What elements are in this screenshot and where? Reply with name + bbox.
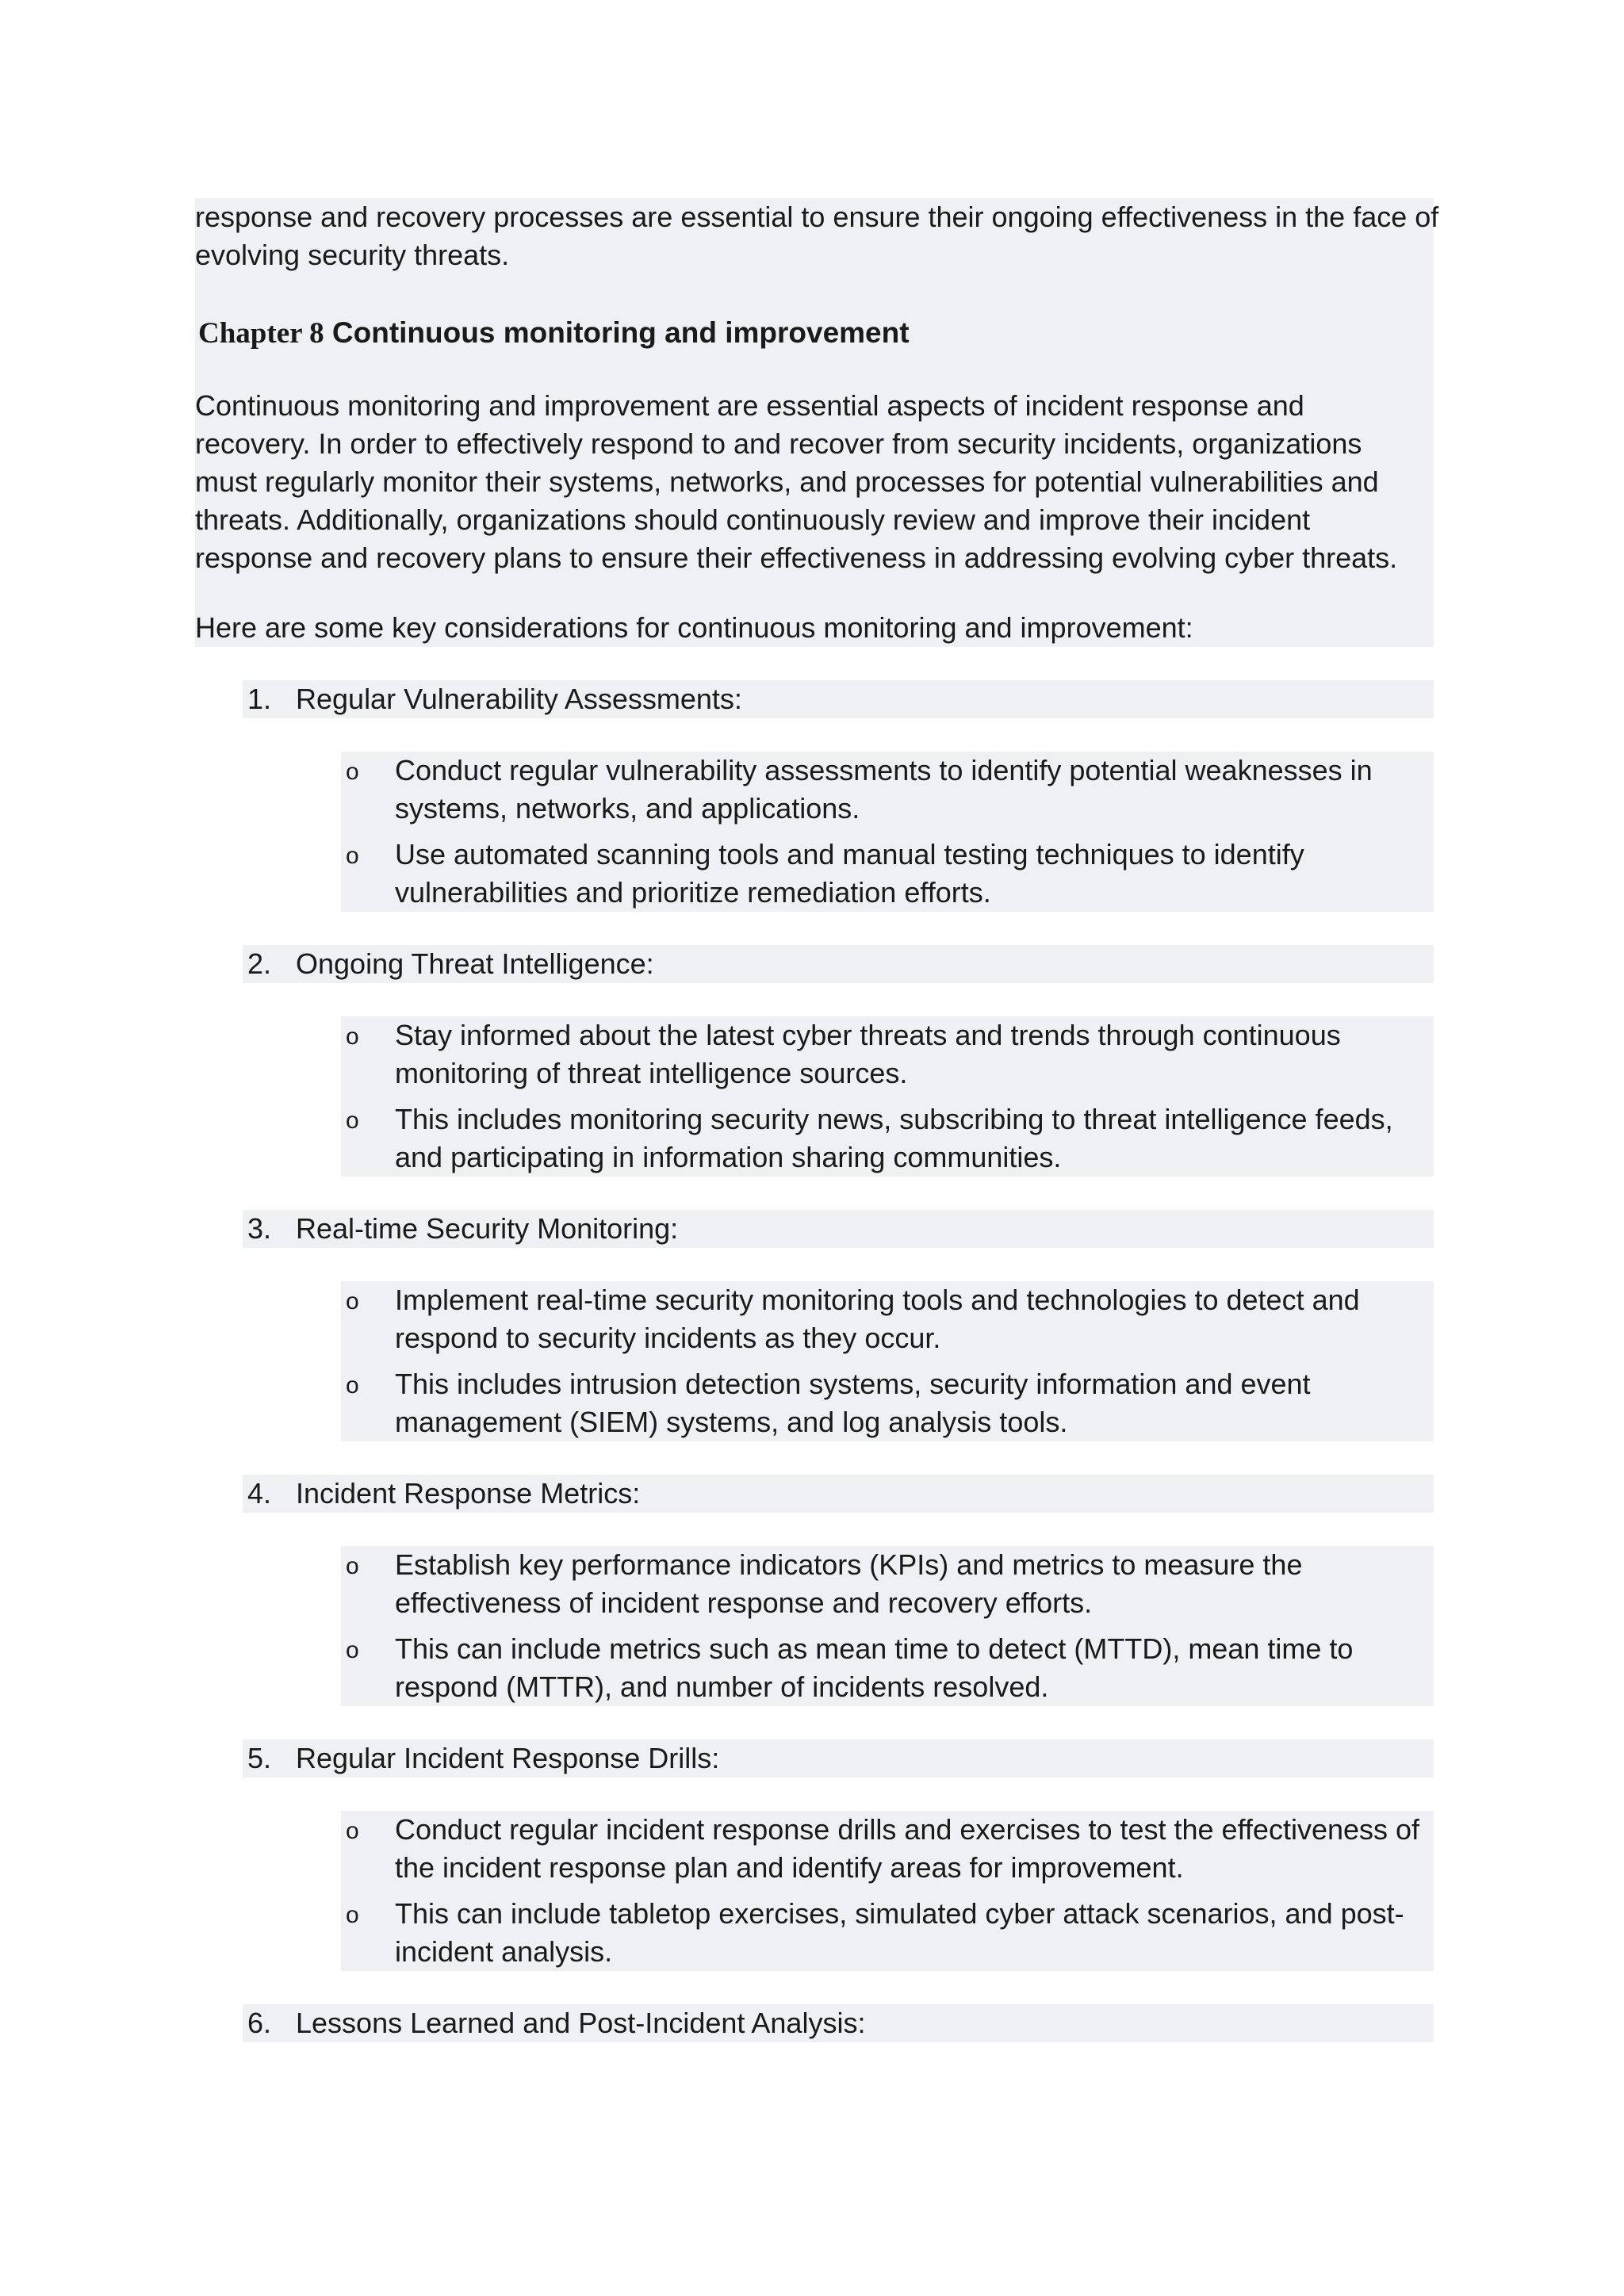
list-item-heading bbox=[243, 1210, 1434, 1248]
sub-list bbox=[341, 1546, 1434, 1706]
bullet-marker: o bbox=[346, 759, 359, 785]
paragraph-line: must regularly monitor their systems, networks, and processes for potential vulnerabilities and bbox=[195, 465, 1379, 498]
list-item-number: 5. bbox=[247, 1742, 272, 1774]
sub-list-item: o Implement real-time security monitoring tools and technologies to detect and respond to security incidents as they occur. bbox=[346, 1284, 1360, 1354]
list-item-heading bbox=[243, 2004, 1434, 2042]
sub-list-item: o Establish key performance indicators (KPIs) and metrics to measure the effectiveness of incident response and recovery efforts. bbox=[346, 1548, 1303, 1619]
paragraph-line: recovery. In order to effectively respond to and recover from security incidents, organizations bbox=[195, 427, 1362, 460]
body-paragraph bbox=[195, 387, 1434, 577]
sub-list bbox=[341, 1811, 1434, 1971]
list-item-heading bbox=[243, 1739, 1434, 1777]
sub-list-item: o Conduct regular vulnerability assessments to identify potential weaknesses in systems, networks, and applications. bbox=[346, 754, 1373, 825]
list-item-number: 6. bbox=[247, 2007, 272, 2039]
intro-line: evolving security threats. bbox=[195, 239, 510, 271]
sub-list-item: o Stay informed about the latest cyber threats and trends through continuous monitoring of threat intelligence sources. bbox=[346, 1019, 1341, 1089]
sub-list-item: o This can include metrics such as mean time to detect (MTTD), mean time to respond (MTTR), and number of incidents resolved. bbox=[346, 1632, 1354, 1703]
list-item-number: 1. bbox=[247, 683, 272, 715]
lead-in-sentence bbox=[195, 609, 1434, 647]
bullet-marker: o bbox=[346, 1108, 359, 1134]
sub-list-item: o Conduct regular incident response drills and exercises to test the effectiveness of the incident response plan and identify areas for improvement. bbox=[346, 1813, 1420, 1884]
sub-list-item: o This can include tabletop exercises, simulated cyber attack scenarios, and post- incident analysis. bbox=[346, 1897, 1404, 1968]
list-item-number: 4. bbox=[247, 1477, 272, 1510]
sub-list bbox=[341, 1281, 1434, 1441]
bullet-marker: o bbox=[346, 1818, 359, 1844]
list-item-title: Regular Incident Response Drills: bbox=[296, 1742, 720, 1774]
sub-list-item: o This includes intrusion detection systems, security information and event management (SIEM) systems, and log analysis tools. bbox=[346, 1368, 1311, 1438]
sub-list bbox=[341, 1016, 1434, 1177]
list-item-number: 3. bbox=[247, 1212, 272, 1245]
list-item-title: Real-time Security Monitoring: bbox=[296, 1212, 679, 1245]
intro-line: response and recovery processes are essential to ensure their ongoing effectiveness in the face of bbox=[195, 201, 1439, 233]
sub-list-item: o This includes monitoring security news, subscribing to threat intelligence feeds, and participating in information sharing communities. bbox=[346, 1103, 1393, 1173]
list-item-title: Incident Response Metrics: bbox=[296, 1477, 641, 1510]
chapter-title: Continuous monitoring and improvement bbox=[331, 316, 910, 349]
bullet-marker: o bbox=[346, 1372, 359, 1399]
list-item-heading bbox=[243, 945, 1434, 983]
chapter-number: Chapter 8 bbox=[198, 317, 324, 350]
bullet-marker: o bbox=[346, 1024, 359, 1050]
paragraph-line: response and recovery plans to ensure their effectiveness in addressing evolving cyber threats. bbox=[195, 541, 1398, 574]
list-item-title: Regular Vulnerability Assessments: bbox=[296, 683, 742, 715]
paragraph-line: threats. Additionally, organizations should continuously review and improve their incident bbox=[195, 503, 1311, 536]
list-item-heading bbox=[243, 1475, 1434, 1513]
bullet-marker: o bbox=[346, 1553, 359, 1579]
list-item-heading bbox=[243, 680, 1434, 718]
bullet-marker: o bbox=[346, 1637, 359, 1663]
bullet-marker: o bbox=[346, 1902, 359, 1928]
bullet-marker: o bbox=[346, 1288, 359, 1314]
list-item-title: Ongoing Threat Intelligence: bbox=[296, 947, 654, 980]
sub-list-item: o Use automated scanning tools and manual testing techniques to identify vulnerabilities and prioritize remediation efforts. bbox=[346, 838, 1304, 909]
list-item-title: Lessons Learned and Post-Incident Analysis: bbox=[296, 2007, 866, 2039]
lead-in-line: Here are some key considerations for continuous monitoring and improvement: bbox=[195, 611, 1193, 644]
chapter-heading bbox=[198, 314, 910, 353]
bullet-marker: o bbox=[346, 843, 359, 869]
intro-continuation bbox=[195, 198, 1439, 274]
sub-list bbox=[341, 752, 1434, 912]
list-item-number: 2. bbox=[247, 947, 272, 980]
paragraph-line: Continuous monitoring and improvement are essential aspects of incident response and bbox=[195, 389, 1304, 422]
